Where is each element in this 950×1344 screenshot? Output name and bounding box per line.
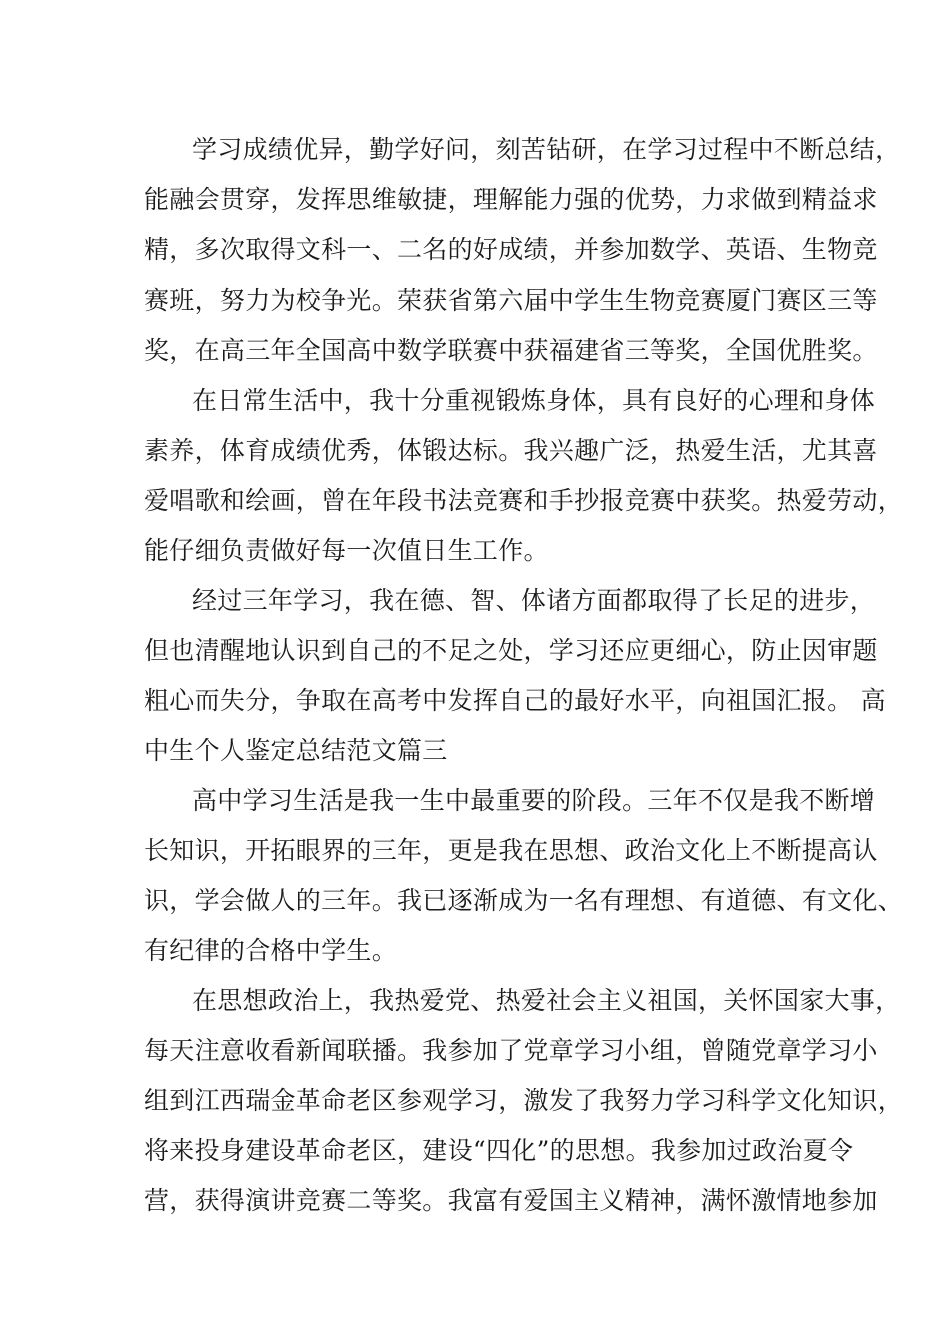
text-line: 识，学会做人的三年。我已逐渐成为一名有理想、有道德、有文化、 bbox=[144, 886, 904, 915]
text-line: 组到江西瑞金革命老区参观学习，激发了我努力学习科学文化知识， bbox=[144, 1086, 904, 1115]
text-line: 精，多次取得文科一、二名的好成绩，并参加数学、英语、生物竞 bbox=[144, 235, 878, 264]
text-line: 将来投身建设革命老区，建设“四化”的思想。我参加过政治夏令 bbox=[144, 1136, 854, 1165]
text-line: 在思想政治上，我热爱党、热爱社会主义祖国，关怀国家大事， bbox=[192, 986, 901, 1015]
text-line: 赛班，努力为校争光。荣获省第六届中学生生物竞赛厦门赛区三等 bbox=[144, 286, 878, 315]
text-line: 粗心而失分，争取在高考中发挥自己的最好水平，向祖国汇报。 高 bbox=[144, 686, 886, 715]
text-line: 能仔细负责做好每一次值日生工作。 bbox=[144, 536, 549, 565]
text-line: 但也清醒地认识到自己的不足之处，学习还应更细心，防止因审题 bbox=[144, 636, 878, 665]
text-line: 素养，体育成绩优秀，体锻达标。我兴趣广泛，热爱生活，尤其喜 bbox=[144, 436, 878, 465]
text-line: 爱唱歌和绘画，曾在年段书法竞赛和手抄报竞赛中获奖。热爱劳动， bbox=[144, 486, 904, 515]
text-line: 有纪律的合格中学生。 bbox=[144, 936, 398, 965]
text-line: 高中学习生活是我一生中最重要的阶段。三年不仅是我不断增 bbox=[192, 786, 876, 815]
text-line: 长知识，开拓眼界的三年，更是我在思想、政治文化上不断提高认 bbox=[144, 836, 878, 865]
text-line: 经过三年学习，我在德、智、体诸方面都取得了长足的进步， bbox=[192, 586, 876, 615]
text-line: 每天注意收看新闻联播。我参加了党章学习小组，曾随党章学习小 bbox=[144, 1036, 878, 1065]
text-line: 学习成绩优异，勤学好问，刻苦钻研，在学习过程中不断总结， bbox=[192, 135, 901, 164]
text-line: 营，获得演讲竞赛二等奖。我富有爱国主义精神，满怀激情地参加 bbox=[144, 1186, 878, 1215]
section-heading: 中生个人鉴定总结范文篇三 bbox=[144, 736, 448, 765]
text-line: 在日常生活中，我十分重视锻炼身体，具有良好的心理和身体 bbox=[192, 386, 876, 415]
text-line: 能融会贯穿，发挥思维敏捷，理解能力强的优势，力求做到精益求 bbox=[144, 185, 878, 214]
text-line: 奖，在高三年全国高中数学联赛中获福建省三等奖，全国优胜奖。 bbox=[144, 336, 878, 365]
